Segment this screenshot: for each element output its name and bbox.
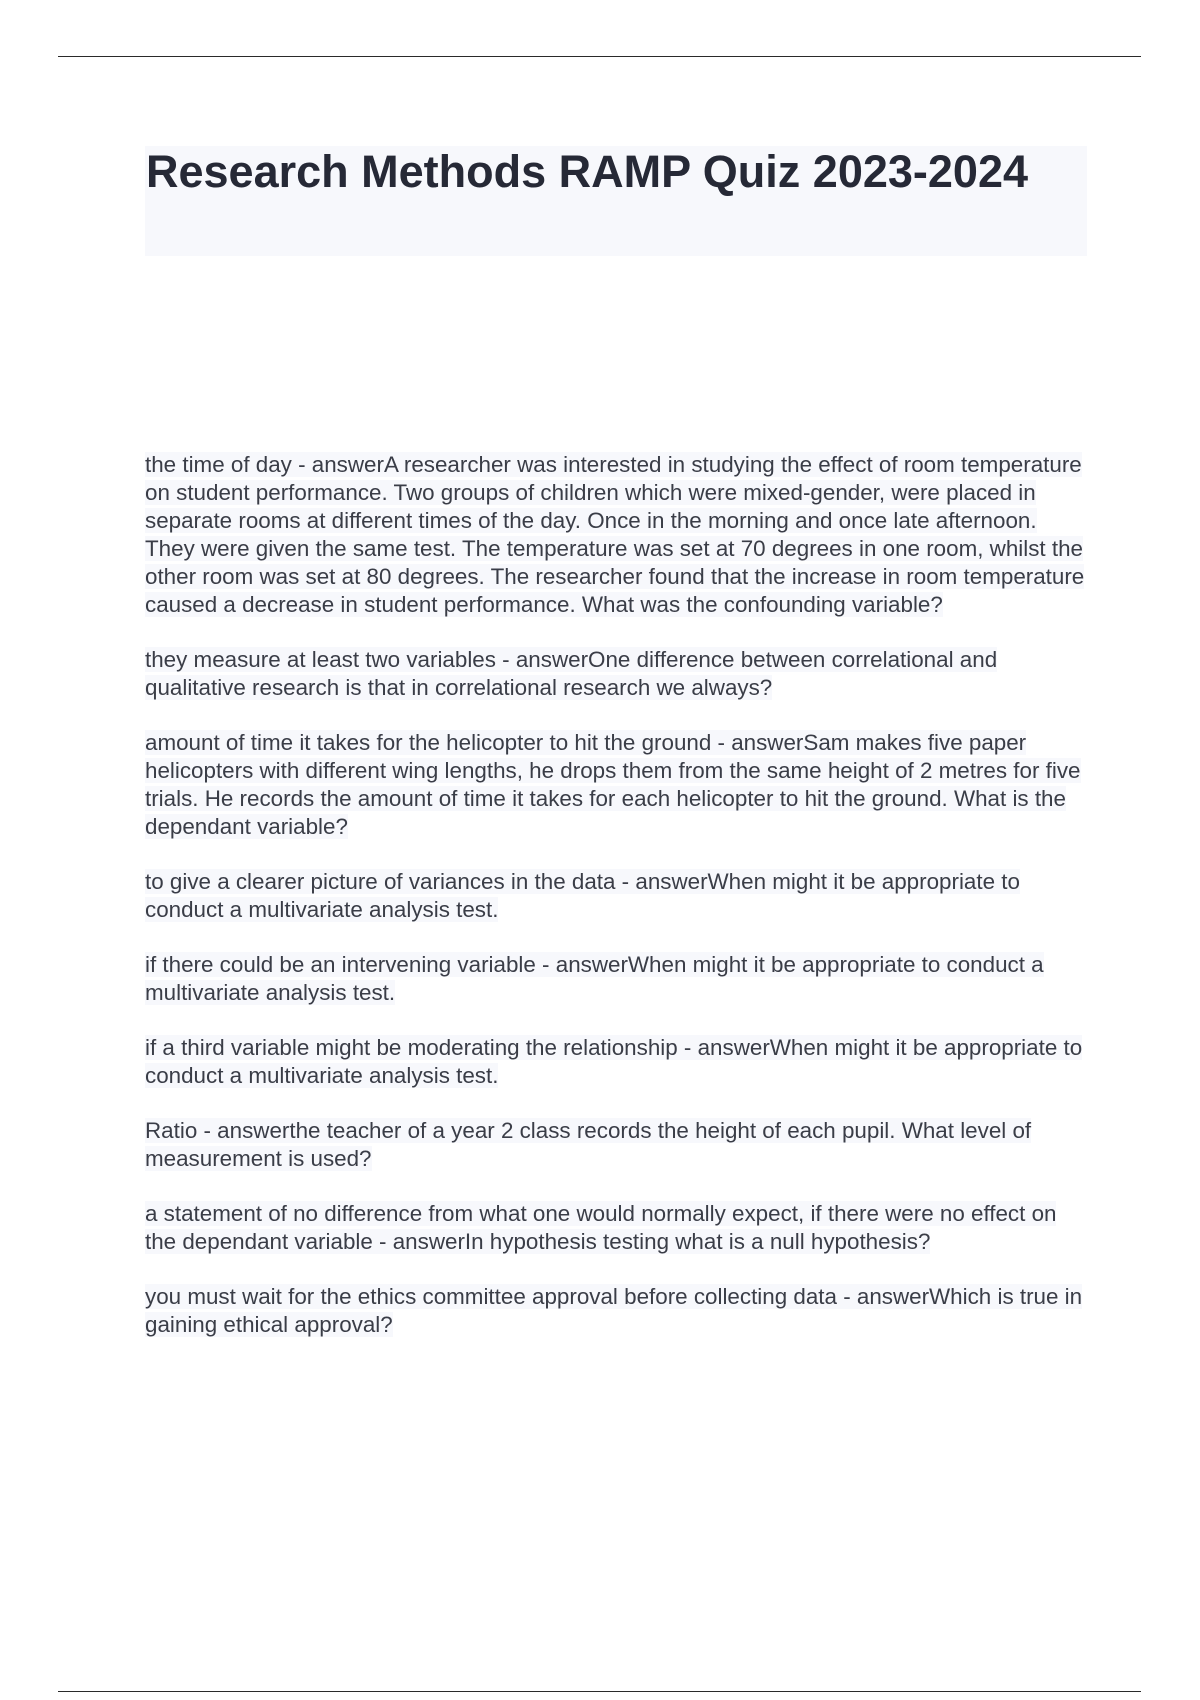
qa-item	[145, 1283, 1090, 1339]
qa-text: the time of day - answerA researcher was interested in studying the effect of room temperature on student performance. Two groups of children which were mixed-gender, were placed in separate rooms at different times of the day. Once in the morning and once late afternoon. They were given the same test. The temperature was set at 70 degrees in one room, whilst the other room was set at 80 degrees. The researcher found that the increase in room temperature caused a decrease in student performance. What was the confounding variable?	[145, 452, 1085, 617]
qa-item	[145, 868, 1090, 924]
page-title: Research Methods RAMP Quiz 2023-2024	[146, 146, 1029, 197]
qa-text: amount of time it takes for the helicopter to hit the ground - answerSam makes five paper helicopters with different wing lengths, he drops them from the same height of 2 metres for five trials. He records the amount of time it takes for each helicopter to hit the ground. What is the dependant variable?	[145, 730, 1081, 839]
qa-text: Ratio - answerthe teacher of a year 2 class records the height of each pupil. What level of measurement is used?	[145, 1118, 1032, 1171]
qa-text: a statement of no difference from what one would normally expect, if there were no effect on the dependant variable - answerIn hypothesis testing what is a null hypothesis?	[145, 1201, 1057, 1254]
bottom-rule	[58, 1691, 1141, 1692]
qa-item	[145, 1117, 1090, 1173]
qa-text: if there could be an intervening variable - answerWhen might it be appropriate to conduct a multivariate analysis test.	[145, 952, 1044, 1005]
qa-text: they measure at least two variables - answerOne difference between correlational and qualitative research is that in correlational research we always?	[145, 647, 998, 700]
qa-item	[145, 951, 1090, 1007]
qa-text: to give a clearer picture of variances in the data - answerWhen might it be appropriate to conduct a multivariate analysis test.	[145, 869, 1020, 922]
qa-item	[145, 646, 1090, 702]
qa-list	[145, 451, 1090, 1366]
qa-item	[145, 729, 1090, 841]
top-rule	[58, 56, 1141, 57]
qa-item	[145, 451, 1090, 619]
qa-text: if a third variable might be moderating the relationship - answerWhen might it be appropriate to conduct a multivariate analysis test.	[145, 1035, 1083, 1088]
qa-item	[145, 1034, 1090, 1090]
qa-item	[145, 1200, 1090, 1256]
qa-text: you must wait for the ethics committee approval before collecting data - answerWhich is true in gaining ethical approval?	[145, 1284, 1083, 1337]
